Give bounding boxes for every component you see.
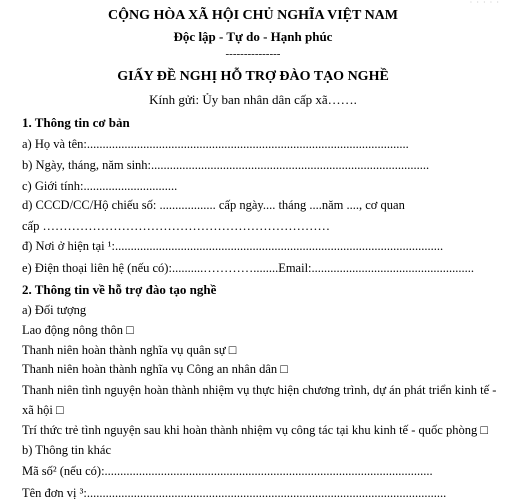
national-motto: Độc lập - Tự do - Hạnh phúc bbox=[173, 29, 333, 44]
unit-name-field: Tên đơn vị ³:................................................................................................................... bbox=[22, 486, 447, 500]
residence-field: đ) Nơi ở hiện tại ¹:......................................................................................................... bbox=[22, 239, 444, 253]
option-military-service: Thanh niên hoàn thành nghĩa vụ quân sự □ bbox=[22, 343, 237, 357]
option-young-intellectual: Trí thức trẻ tình nguyện sau khi hoàn thành nhiệm vụ công tác tại khu kinh tế - quốc phòng □ bbox=[22, 423, 488, 437]
full-name-field: a) Họ và tên:....................................................................................................... bbox=[22, 137, 409, 151]
country-name: CỘNG HÒA XÃ HỘI CHỦ NGHĨA VIỆT NAM bbox=[107, 8, 398, 23]
code-field: Mã số² (nếu có):......................................................................................................... bbox=[22, 464, 433, 478]
target-heading: a) Đối tượng bbox=[22, 303, 87, 317]
section1-heading: 1. Thông tin cơ bản bbox=[22, 115, 130, 130]
gender-field: c) Giới tính:.............................. bbox=[22, 179, 178, 193]
id-issuer-field: cấp …………………………………………………………… bbox=[22, 219, 330, 233]
date-of-birth-field: b) Ngày, tháng, năm sinh:......................................................................................... bbox=[22, 158, 430, 172]
option-volunteer-program-line2: xã hội □ bbox=[22, 403, 64, 417]
option-volunteer-program-line1: Thanh niên tình nguyện hoàn thành nhiệm vụ thực hiện chương trình, dự án phát triển kinh tế - bbox=[22, 383, 497, 397]
form-title: GIẤY ĐỀ NGHỊ HỖ TRỢ ĐÀO TẠO NGHỀ bbox=[117, 69, 389, 84]
contact-field: e) Điện thoại liên hệ (nếu có):..........…………........Email:.................................................... bbox=[22, 261, 475, 275]
section2-heading: 2. Thông tin về hỗ trợ đào tạo nghề bbox=[22, 282, 217, 297]
option-rural-labor: Lao động nông thôn □ bbox=[22, 323, 134, 337]
option-police-service: Thanh niên hoàn thành nghĩa vụ Công an nhân dân □ bbox=[22, 362, 288, 376]
header-separator: --------------- bbox=[225, 48, 281, 60]
other-info-heading: b) Thông tin khác bbox=[22, 443, 111, 457]
recipient-line: Kính gửi: Ủy ban nhân dân cấp xã……. bbox=[149, 92, 357, 107]
corner-mark: · · · · · bbox=[469, 0, 500, 7]
id-document-field: d) CCCD/CC/Hộ chiếu số: .................. cấp ngày.... tháng ....năm ...., cơ quan bbox=[22, 198, 405, 212]
